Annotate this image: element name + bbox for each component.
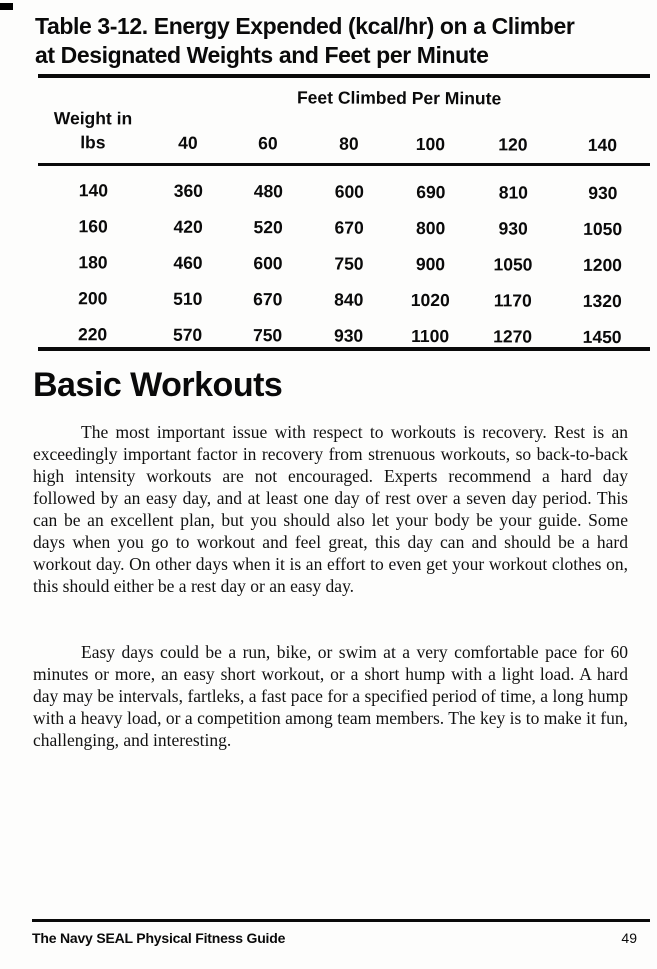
page-footer: [32, 929, 650, 947]
value-cell: 600: [334, 181, 365, 202]
value-cell: 1020: [410, 289, 450, 311]
value-cell: 460: [173, 252, 203, 273]
value-cell: 1050: [583, 218, 623, 240]
value-cell: 800: [416, 217, 446, 239]
table-title-line-2: at Designated Weights and Feet per Minute: [35, 42, 489, 68]
value-cell: 750: [252, 325, 283, 346]
value-cell: 520: [253, 217, 283, 238]
weight-cell: 220: [77, 324, 108, 345]
column-header: 80: [339, 133, 359, 154]
value-cell: 1320: [582, 290, 622, 312]
weight-cell: 140: [78, 180, 109, 201]
value-cell: 930: [498, 218, 528, 239]
value-cell: 900: [415, 253, 446, 275]
weight-cell: 160: [78, 216, 108, 237]
table-header: [38, 86, 650, 158]
value-cell: 1450: [582, 326, 622, 348]
body-paragraph: The most important issue with respect to workouts is recovery. Rest is an exceedingly important factor in recovery from strenuous workouts, so back-to-back high intensity workouts are not encouraged. Experts recommend a hard day followed by an easy day, and at least one day of rest over a seven day period. This can be an excellent plan, but you should also let your body be your guide. Some days when you go to workout and feel great, this day can and should be a hard workout day. On other days when it is an effort to even get your workout clothes on, this should either be a rest day or an easy day.: [33, 422, 628, 596]
value-cell: 1050: [493, 254, 533, 275]
value-cell: 600: [253, 253, 283, 274]
value-cell: 480: [253, 181, 284, 202]
value-cell: 810: [498, 182, 529, 203]
column-header: 60: [258, 133, 278, 154]
column-header: 140: [587, 134, 618, 156]
footer-document-title: The Navy SEAL Physical Fitness Guide: [32, 930, 286, 946]
column-header: 100: [415, 133, 446, 155]
row-header-label-top: Weight in: [53, 108, 133, 129]
table-column-headers: [38, 131, 650, 158]
page-number: 49: [621, 930, 637, 946]
table-body: [38, 167, 651, 355]
value-cell: 930: [333, 325, 364, 346]
weight-cell: 180: [78, 252, 108, 273]
value-cell: 690: [416, 181, 446, 203]
value-cell: 420: [173, 216, 203, 237]
table-row: [38, 244, 650, 283]
value-cell: 510: [173, 288, 203, 309]
table-header-group-row: [38, 86, 650, 111]
table-top-rule: [38, 74, 650, 78]
body-paragraph: Easy days could be a run, bike, or swim at a very comfortable pace for 60 minutes or more, an easy short workout, or a short hump with a light load. A hard day may be intervals, fartleks, a fast pace for a specified period of time, a long hump with a heavy load, or a competition among team members. The key is to make it fun, challenging, and interesting.: [33, 642, 628, 750]
row-header-label-bottom: lbs: [80, 132, 106, 153]
table-header-spacer: [38, 86, 148, 109]
value-cell: 1100: [411, 325, 450, 347]
section-heading: Basic Workouts: [33, 366, 283, 404]
table-bottom-rule: [38, 347, 650, 351]
column-header: 40: [178, 132, 198, 153]
table-row-header-line: [38, 108, 650, 134]
table-row: [38, 208, 650, 247]
value-cell: 670: [334, 217, 364, 238]
table-row: [38, 280, 650, 319]
value-cell: 1270: [493, 326, 533, 347]
value-cell: 750: [334, 253, 364, 274]
value-cell: 1170: [493, 290, 532, 311]
column-header: 120: [498, 134, 528, 155]
weight-cell: 200: [78, 288, 108, 309]
value-cell: 570: [172, 324, 203, 345]
value-cell: 1200: [582, 254, 622, 276]
column-group-label: Feet Climbed Per Minute: [296, 87, 502, 109]
value-cell: 360: [173, 180, 204, 201]
scan-artifact-mark: [0, 3, 13, 10]
value-cell: 670: [253, 289, 283, 310]
footer-rule: [32, 919, 650, 922]
table-header-rule: [38, 163, 650, 166]
value-cell: 840: [334, 289, 364, 310]
value-cell: 930: [588, 182, 618, 204]
table-title-line-1: Table 3-12. Energy Expended (kcal/hr) on a Climber: [35, 13, 575, 39]
table-row: [38, 172, 650, 211]
table-title: [35, 12, 635, 70]
